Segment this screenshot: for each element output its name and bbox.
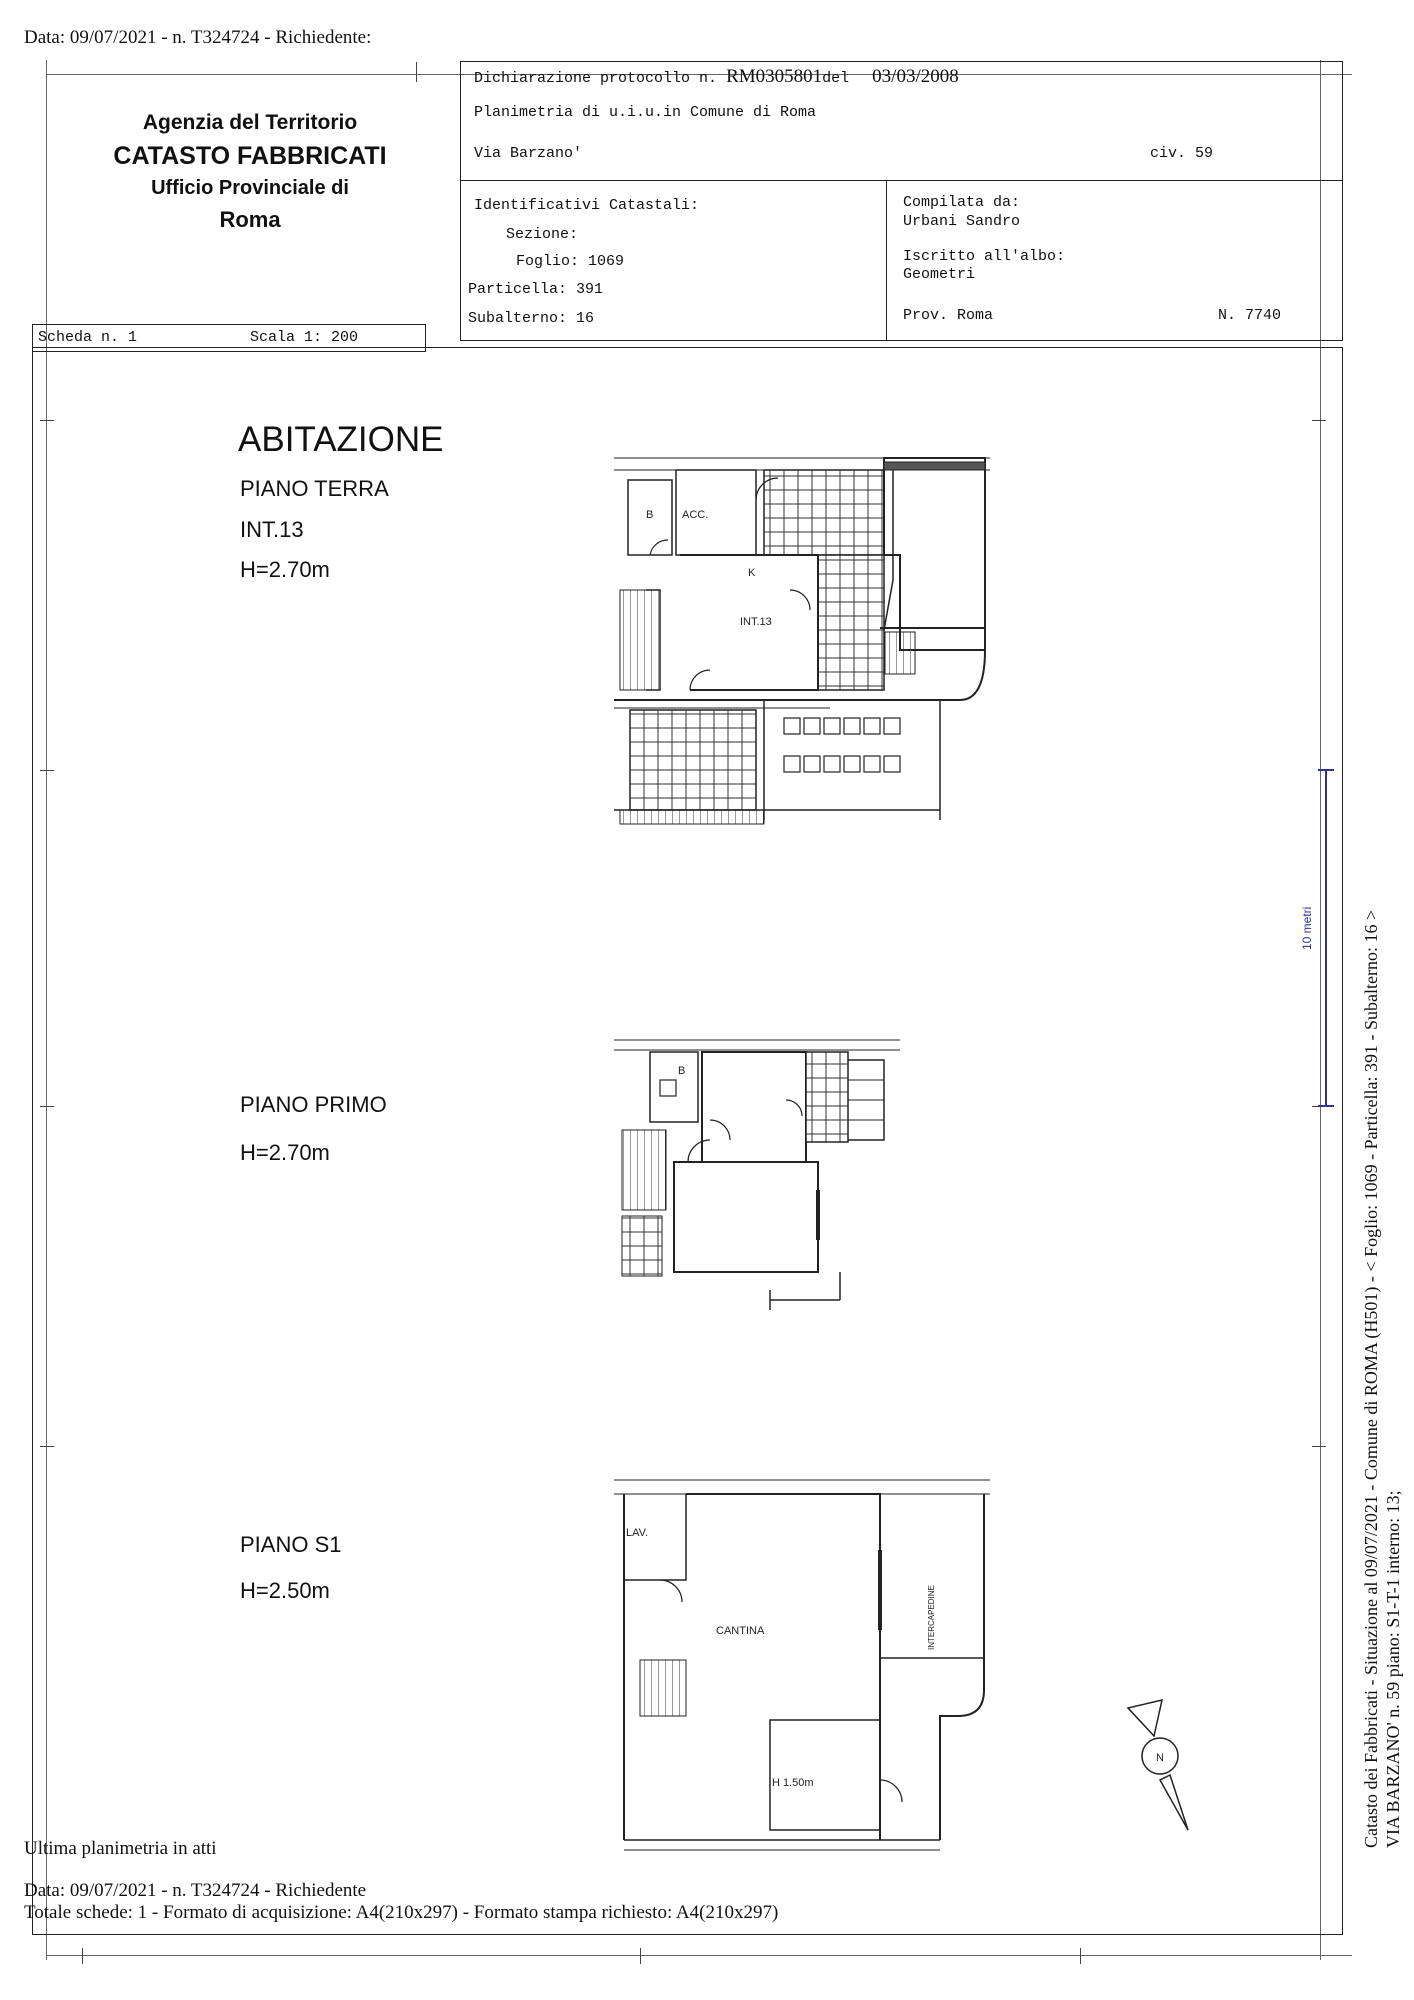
plan-label-h150: H 1.50m [772, 1777, 814, 1789]
albo-value: Geometri [903, 266, 976, 283]
catasto-title: CATASTO FABBRICATI [113, 142, 387, 170]
plan-label-acc: ACC. [682, 509, 709, 521]
side-info-line2: VIA BARZANO' n. 59 piano: S1-T-1 interno: 13; [1383, 1490, 1403, 1848]
registration-number: N. 7740 [1218, 307, 1282, 324]
compilata-label: Compilata da: [903, 194, 1021, 211]
top-request-line: Data: 09/07/2021 - n. T324724 - Richiedente: [24, 27, 372, 48]
side-info-line1: Catasto dei Fabbricati - Situazione al 09/07/2021 - Comune di ROMA (H501) - < Foglio: 1069 - Particella: 391 - Subalterno: 16 > [1361, 909, 1381, 1848]
floor2-name: PIANO PRIMO [240, 1092, 387, 1117]
province: Prov. Roma [903, 307, 994, 324]
plan-label-int13: INT.13 [740, 616, 772, 628]
agency-name: Agenzia del Territorio [142, 111, 358, 134]
identificativi-title: Identificativi Catastali: [474, 197, 700, 214]
protocol-number: RM0305801 [726, 66, 823, 87]
office-city: Roma [219, 207, 281, 232]
plan-label-k: K [748, 567, 756, 579]
address-line: Via Barzano' [474, 145, 583, 162]
planimetria-line: Planimetria di u.i.u.in Comune di Roma [474, 104, 817, 121]
plan-title: ABITAZIONE [238, 420, 444, 459]
north-arrow-icon [1128, 1700, 1188, 1830]
footer-format-line: Totale schede: 1 - Formato di acquisizione: A4(210x297) - Formato stampa richiesto: A4(210x297) [24, 1902, 779, 1923]
scale-marker [1318, 770, 1334, 1106]
plan-label-b1: B [646, 509, 654, 521]
footer-last-plan: Ultima planimetria in atti [24, 1838, 217, 1859]
side-info-text [1360, 910, 1404, 1848]
plan-piano-terra [614, 458, 990, 824]
plan-label-intercapedine: INTERCAPEDINE [927, 1585, 936, 1650]
foglio-field: Foglio: 1069 [516, 253, 625, 270]
floor2-height: H=2.70m [240, 1140, 330, 1165]
footer-request-line: Data: 09/07/2021 - n. T324724 - Richiedente [24, 1880, 367, 1901]
plan-piano-s1 [614, 1480, 990, 1850]
compilata-name: Urbani Sandro [903, 213, 1021, 230]
office-label: Ufficio Provinciale di [151, 177, 349, 199]
particella-field: Particella: 391 [468, 281, 604, 298]
albo-label: Iscritto all'albo: [903, 248, 1066, 265]
floor1-height: H=2.70m [240, 557, 330, 582]
scale-label: Scala 1: 200 [250, 329, 359, 346]
subalterno-field: Subalterno: 16 [468, 310, 595, 327]
sezione-field: Sezione: [506, 226, 579, 243]
plan-label-cantina: CANTINA [716, 1625, 765, 1637]
plan-piano-primo [614, 1040, 900, 1310]
plan-label-lav: LAV. [626, 1527, 649, 1539]
floor1-interior: INT.13 [240, 517, 304, 542]
floor1-name: PIANO TERRA [240, 476, 389, 501]
civic-number: civ. 59 [1150, 145, 1214, 162]
protocol-line: Dichiarazione protocollo n. RM0305801del 03/03/2008 [474, 66, 959, 87]
north-label: N [1156, 1752, 1164, 1764]
scheda-number: Scheda n. 1 [38, 329, 138, 346]
floor3-height: H=2.50m [240, 1578, 330, 1603]
protocol-date: 03/03/2008 [872, 66, 959, 87]
plan-label-b2: B [678, 1065, 686, 1077]
floor3-name: PIANO S1 [240, 1532, 342, 1557]
scale-marker-label: 10 metri [1300, 906, 1314, 950]
